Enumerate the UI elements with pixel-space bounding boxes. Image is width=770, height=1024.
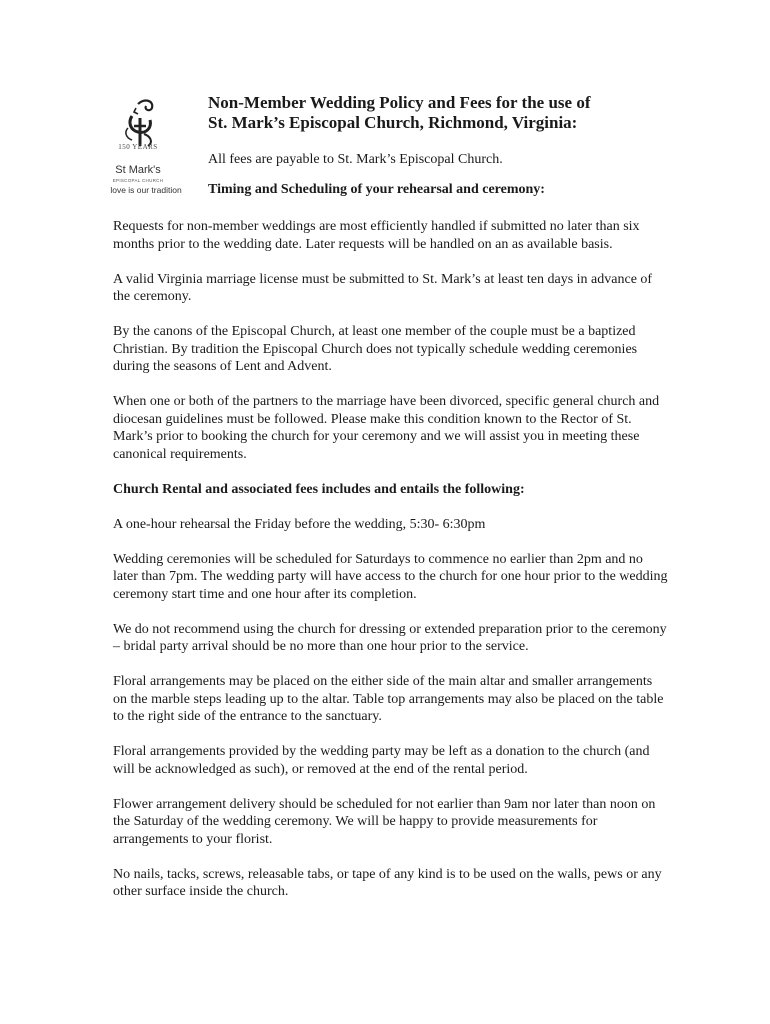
paragraph-no-nails: No nails, tacks, screws, releasable tabs, or tape of any kind is to be used on the walls, pews or any other surface inside the church. — [113, 866, 662, 899]
title-line-1: Non-Member Wedding Policy and Fees for the use of — [208, 93, 591, 112]
paragraph-requests: Requests for non-member weddings are most efficiently handled if submitted no later than six months prior to the wedding date. Later requests will be handled on an as available basis. — [113, 219, 640, 252]
paragraph-divorce: When one or both of the partners to the marriage have been divorced, specific general church and diocesan guidelines must be followed. Please make this condition known to the Rector of St. Mark’s prior to booking the church for your ceremony and we will assist you in meeting these canonical requirements. — [113, 394, 660, 462]
document-header — [208, 93, 668, 199]
logo-years-text: 150 YEARS — [118, 143, 158, 151]
paragraph-rehearsal: A one-hour rehearsal the Friday before the wedding, 5:30- 6:30pm — [113, 516, 486, 532]
page-title — [208, 93, 668, 133]
paragraph-canons: By the canons of the Episcopal Church, at least one member of the couple must be a baptized Christian. By tradition the Episcopal Church does not typically schedule wedding ceremonies during the seasons of Lent and Advent. — [113, 324, 638, 374]
lion-emblem-icon — [108, 98, 178, 148]
document-body — [113, 218, 668, 918]
paragraph-dressing: We do not recommend using the church for dressing or extended preparation prior to the ceremony – bridal party arrival should be no more than one hour prior to the service. — [113, 621, 667, 654]
logo-church-name: St Mark's — [115, 164, 161, 176]
paragraph-marriage-license: A valid Virginia marriage license must be submitted to St. Mark’s at least ten days in advance of the ceremony. — [113, 271, 653, 304]
paragraph-flower-delivery: Flower arrangement delivery should be scheduled for not earlier than 9am nor later than noon on the Saturday of the wedding ceremony. We will be happy to provide measurements for arrangements to your florist. — [113, 796, 656, 847]
section-heading-rental: Church Rental and associated fees includes and entails the following: — [113, 481, 525, 497]
logo-tagline: love is our tradition — [110, 185, 182, 195]
fees-note: All fees are payable to St. Mark’s Episcopal Church. — [208, 152, 503, 167]
section-heading-timing: Timing and Scheduling of your rehearsal and ceremony: — [208, 182, 545, 197]
paragraph-floral-placement: Floral arrangements may be placed on the either side of the main altar and smaller arrangements on the marble steps leading up to the altar. Table top arrangements may also be placed on the table to the right side of the entrance to the sanctuary. — [113, 674, 664, 724]
logo-subtitle: EPISCOPAL CHURCH — [112, 178, 164, 183]
paragraph-floral-donation: Floral arrangements provided by the wedding party may be left as a donation to the church (and will be acknowledged as such), or removed at the end of the rental period. — [113, 744, 650, 777]
title-line-2: St. Mark’s Episcopal Church, Richmond, Virginia: — [208, 113, 578, 132]
paragraph-ceremony-times: Wedding ceremonies will be scheduled for Saturdays to commence no earlier than 2pm and no later than 7pm. The wedding party will have access to the church for one hour prior to the wedding ceremony start time and one hour after its completion. — [113, 551, 668, 602]
